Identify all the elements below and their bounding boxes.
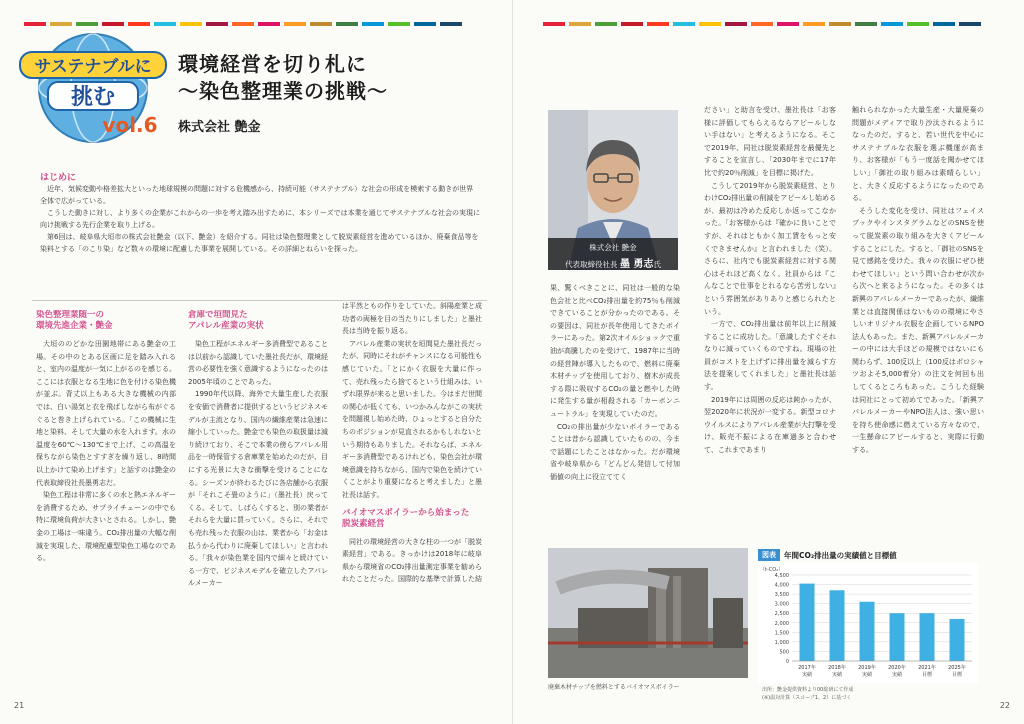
column-3 (342, 300, 482, 692)
body-paragraph: 同社の環境経営の大きな柱の一つが「脱炭素経営」である。きっかけは2018年に岐阜県から環境省のCO₂排出量測定事業を勧められたことだった。国際的な基準で計算した結 (342, 537, 482, 584)
stripe-segment (440, 22, 462, 26)
stripe-segment (258, 22, 280, 26)
y-tick-label: 1,000 (774, 639, 789, 646)
body-paragraph: そうした変化を受け、同社はフェイスブックやインスタグラムなどのSNSを使って脱炭素の取り組みを大きくアピールすることにした。すると、「御社のSNSを見て感銘を受けた。我々の衣服にぜひ使わせてほしい」という問い合わせが次から次へと来るようになった。その多くは新興のアパレルメーカーであったが、繊維業とは直接関係はないものの環境にやさしいオリジナル衣服を企画しているNPO法人もあった。また、新興アパレルメーカーの中には大手ほどの規模ではないにも関わらず、100反以上（100反はポロシャツおよそ5,000着分）の注文を何回も出してくるところもあった。こうした経験は同社にとって初めてであった。「新興アパレルメーカーやNPO法人は、強い思いを持ち使命感に燃えている方々なので、一生懸命にアピールすると、実際に行動する。 (852, 206, 984, 455)
column-1 (36, 310, 176, 690)
stripe-segment (725, 22, 747, 26)
body-paragraph: CO₂の排出量が少ないボイラーであることは昔から認識していたものの、今まで話題にしたことはなかった。だが環境省や岐阜県から「どんどん発信して付加価値の向上に役立ててく (550, 422, 680, 481)
badge-line1: サステナブルに (34, 57, 152, 77)
body-paragraph: 1990年代以降、海外で大量生産した衣服を安価で消費者に提供するというビジネスモデルが主流となり、国内の繊維産業は急速に縮小していった。艶金でも染色の取扱量は減り続けており、そこで本業の傍らアパレル用品を一時保管する倉庫業を始めたのだが、目にする光景に大きな衝撃を受けることになる。シーズンが終わるたびに各店舗から衣服が「それこそ畳のように」（墨社長）戻ってくる。そして、しばらくすると、別の業者がそれらを大量に買っていく。さらに、それでも売れ残った衣服の山は、業者から「お金は払うから代わりに廃棄してほしい」と言われる。「我々が染色業を国内で細々と続けている一方で、ビジネスモデルを確立したアパレルメーカー (188, 390, 328, 588)
stripe-segment (829, 22, 851, 26)
stripe-segment (310, 22, 332, 26)
series-badge (18, 30, 168, 145)
stripe-segment (76, 22, 98, 26)
x-tick-label: 2020年 (888, 665, 906, 671)
body-paragraph: 染色工程がエネルギー多消費型であることは以前から認識していた墨社長だが、環境経営の必要性を強く意識するようになったのは2005年頃のことであった。 (188, 340, 328, 386)
y-tick-label: 2,000 (774, 620, 789, 627)
stripe-segment (907, 22, 929, 26)
stripe-segment (595, 22, 617, 26)
x-tick-sublabel: 目標 (951, 672, 963, 678)
stripe-segment (855, 22, 877, 26)
stripe-segment (388, 22, 410, 26)
y-tick-label: 3,500 (774, 592, 789, 599)
body-paragraph: 果、驚くべきことに、同社は一般的な染色会社と比べCO₂排出量を約75％も削減できていることが分かったのである。その要因は、同社が長年使用してきたボイラーにあった。第2次オイルショックで重油が高騰したのを受けて、1987年に当時の経営陣が導入したもので、燃料に廃棄木材チップを使用しており、樹木が成長する際に吸収するCO₂の量と燃やした時に発生する量が相殺される「カーボンニュートラル」を実現していたのだ。 (550, 284, 680, 418)
section-heading: バイオマスボイラーから始まった 脱炭素経営 (342, 507, 470, 529)
y-tick-label: 0 (785, 659, 789, 665)
chart-source-note: 出所：艶金提供資料より00総研にて作成 (762, 687, 854, 693)
stripe-segment (206, 22, 228, 26)
intro-paragraph: 第6回は、岐阜県大垣市の株式会社艶金（以下、艶金）を紹介する。同社は染色整理業として脱炭素経営を進めているほか、廃棄食品等を染料とする「のこり染」など数々の環境に配慮した事業を展開している。その詳細とねらいを探った。 (40, 233, 479, 253)
stripe-segment (102, 22, 124, 26)
body-paragraph: 2019年には周囲の反応は鈍かったが、翌2020年に状況が一変する。新型コロナウイルスによりアパレル産業が大打撃を受け、販売不振による在庫過多と合わせて、これまであまり (704, 395, 836, 455)
caption-company: 株式会社 艶金 (589, 243, 637, 252)
y-tick-label: 1,500 (774, 630, 789, 637)
stripe-segment (154, 22, 176, 26)
stripe-segment (414, 22, 436, 26)
body-paragraph: 染色工程は非常に多くの水と熱エネルギーを消費するため、サプライチェーンの中でも特に環境負荷が大きいとされる。しかし、艶金の工場は一味違う。CO₂排出量の大幅な削減を実現した、環境配慮型染色工場なのである。 (36, 491, 176, 563)
photo-caption: 廃棄木材チップを燃料とするバイオマスボイラー (548, 684, 680, 691)
intro-text (40, 183, 480, 255)
stripe-segment (673, 22, 695, 26)
body-paragraph: 一方で、CO₂排出量は前年以上に削減することに成功した。「意識したすぐそれなりに減っていくものですね。現場の社員がコストを上げずに排出量を減らす方法を提案してくれました」と墨社長は話す。 (704, 320, 836, 392)
x-tick-label: 2019年 (858, 665, 876, 671)
sdg-color-stripe (543, 22, 981, 26)
chart-tag: 図表 (758, 549, 780, 561)
badge-vol: vol.6 (102, 113, 158, 137)
intro-paragraph: こうした動きに対し、より多くの企業がこれからの一歩を考え踏み出すために、本シリーズでは本業を通じてサステナブルな社会の実現に向け挑戦する先行企業を取り上げる。 (40, 209, 480, 229)
badge-line2: 挑む (70, 85, 116, 110)
stripe-segment (50, 22, 72, 26)
section-heading: 染色整理業随一の 環境先進企業・艶金 (36, 310, 113, 331)
body-paragraph: 大垣ののどかな田園地帯にある艶金の工場。その中のとある区画に足を踏み入れると、室内の温度が一気に上がるのを感じる。ここには衣服となる生地に色を付ける染色機が並ぶ。背丈以上もある大きな機械の内部では、白い湯気と衣を飛ばしながら布がぐるぐると巻き上げられている。「この機械に生地と染料、そして大量の水を入れます。水の温度を60℃～130℃まで上げ、この高温を保ちながら染色とすすぎを繰り返し、8時間以上かけて染め上げます」と話すのは艶金の代表取締役社長墨勇志だ。 (36, 340, 176, 487)
co2-bar-chart (758, 563, 978, 683)
chart-bar (830, 590, 845, 661)
right-column-1 (550, 282, 680, 544)
body-paragraph: ださい」と助言を受け、墨社長は「お客様に評価してもらえるならアピールしない手はない」と考えるようになる。そこで2019年、同社は脱炭素経営を最優先とすることを宣言し、「2030年までに17年比で約20％削減」を目標に掲げた。 (704, 106, 836, 177)
y-tick-label: 4,500 (774, 573, 789, 579)
stripe-segment (569, 22, 591, 26)
intro-heading: はじめに (40, 173, 77, 183)
stripe-segment (24, 22, 46, 26)
stripe-segment (232, 22, 254, 26)
article-title-line1: 環境経営を切り札に (178, 52, 367, 76)
y-tick-label: 500 (779, 649, 789, 656)
stripe-segment (180, 22, 202, 26)
stripe-segment (881, 22, 903, 26)
chart-header (758, 548, 897, 562)
body-paragraph: は平然ともの作りをしていた。斜陽産業と成功者の両極を目の当たりにしました」と墨社長は当時を振り返る。 (342, 302, 482, 336)
body-paragraph: こうして2019年から脱炭素経営、とりわけCO₂排出量の削減をアピールし始めるが、最初は冷めた反応しか返ってこなかった。「お客様からは『確かに良いことですが、それはともかく加工賃をもっと安くできませんか』と言われました（笑）。さらに、社内でも脱炭素経営に対する関心はそれほど高くなく、社員からは『こんなことで仕事をとれるなら苦労しない』という雰囲気がありありと感じられたという。 (704, 181, 836, 316)
stripe-segment (336, 22, 358, 26)
stripe-segment (284, 22, 306, 26)
chart-title: 年間CO₂排出量の実績値と目標値 (784, 550, 897, 560)
stripe-segment (777, 22, 799, 26)
x-tick-label: 2021年 (918, 665, 936, 671)
page-number-left: 21 (14, 701, 25, 710)
stripe-segment (128, 22, 150, 26)
chart-footnote: (※)温対計算（スコープ1、2）に基づく (762, 695, 852, 701)
x-tick-sublabel: 実績 (891, 672, 903, 678)
stripe-segment (647, 22, 669, 26)
x-tick-sublabel: 実績 (861, 672, 873, 678)
chart-bar (920, 613, 935, 661)
stripe-segment (933, 22, 955, 26)
stripe-segment (362, 22, 384, 26)
y-tick-label: 3,000 (774, 601, 789, 608)
stripe-segment (751, 22, 773, 26)
stripe-segment (959, 22, 981, 26)
chart-bar (860, 602, 875, 661)
stripe-segment (803, 22, 825, 26)
chart-bar (800, 584, 815, 661)
x-tick-label: 2018年 (828, 665, 846, 671)
stripe-segment (543, 22, 565, 26)
stripe-segment (621, 22, 643, 26)
right-column-2 (704, 104, 836, 544)
right-column-3 (852, 104, 984, 544)
body-paragraph: アパレル産業の実状を垣間見た墨社長だったが、同時にそれがチャンスになる可能性も感じていた。「とにかく衣服を大量に作って、売れ残ったら捨てるという仕組みは、いずれ限界が来ると思いました。今はまだ世間の関心が低くても、いつかみんながこの実状を問題視し始めた時、ひょっとすると自分たちのポジションが見直されるかもしれないという期待もありました。それならば、エネルギー多消費型であるけれども、染色会社が環境意識を持ちながら、国内で染色を続けていくことがより重要になると考えました」と墨社長は話す。 (342, 339, 482, 499)
boiler-photo (548, 548, 748, 678)
y-unit-label: （t-CO₂） (760, 567, 784, 573)
stripe-segment (699, 22, 721, 26)
chart-bar (890, 613, 905, 661)
x-tick-label: 2017年 (798, 665, 816, 671)
body-paragraph: 触れられなかった大量生産・大量廃棄の問題がメディアで取り沙汰されるようになったのだ。すると、若い世代を中心にサステナブルな衣服を選ぶ機運が高まり、お客様が「もう一度話を聞かせてほしい」「御社の取り組みは素晴らしい」と、大きく反応するようになったのである。 (852, 106, 984, 203)
x-tick-label: 2025年 (948, 665, 966, 671)
section-heading: 倉庫で垣間見た アパレル産業の実状 (188, 310, 264, 331)
y-tick-label: 2,500 (774, 611, 789, 618)
chart-bar (950, 619, 965, 661)
caption-person: 代表取締役社長 墨 勇志氏 (565, 259, 661, 270)
intro-paragraph: 近年、気候変動や格差拡大といった地球規模の問題に対する危機感から、持続可能（サステナブル）な社会の形成を模索する動きが世界全体で広がっている。 (40, 185, 474, 205)
y-tick-label: 4,000 (774, 582, 789, 589)
page-number-right: 22 (999, 701, 1010, 710)
company-name: 株式会社 艶金 (178, 120, 261, 135)
x-tick-sublabel: 実績 (831, 672, 843, 678)
sdg-color-stripe (24, 22, 462, 26)
portrait-caption (548, 238, 678, 270)
x-tick-sublabel: 実績 (801, 672, 813, 678)
article-title-line2: ～染色整理業の挑戦～ (178, 79, 388, 103)
column-2 (188, 310, 328, 690)
x-tick-sublabel: 目標 (921, 672, 933, 678)
